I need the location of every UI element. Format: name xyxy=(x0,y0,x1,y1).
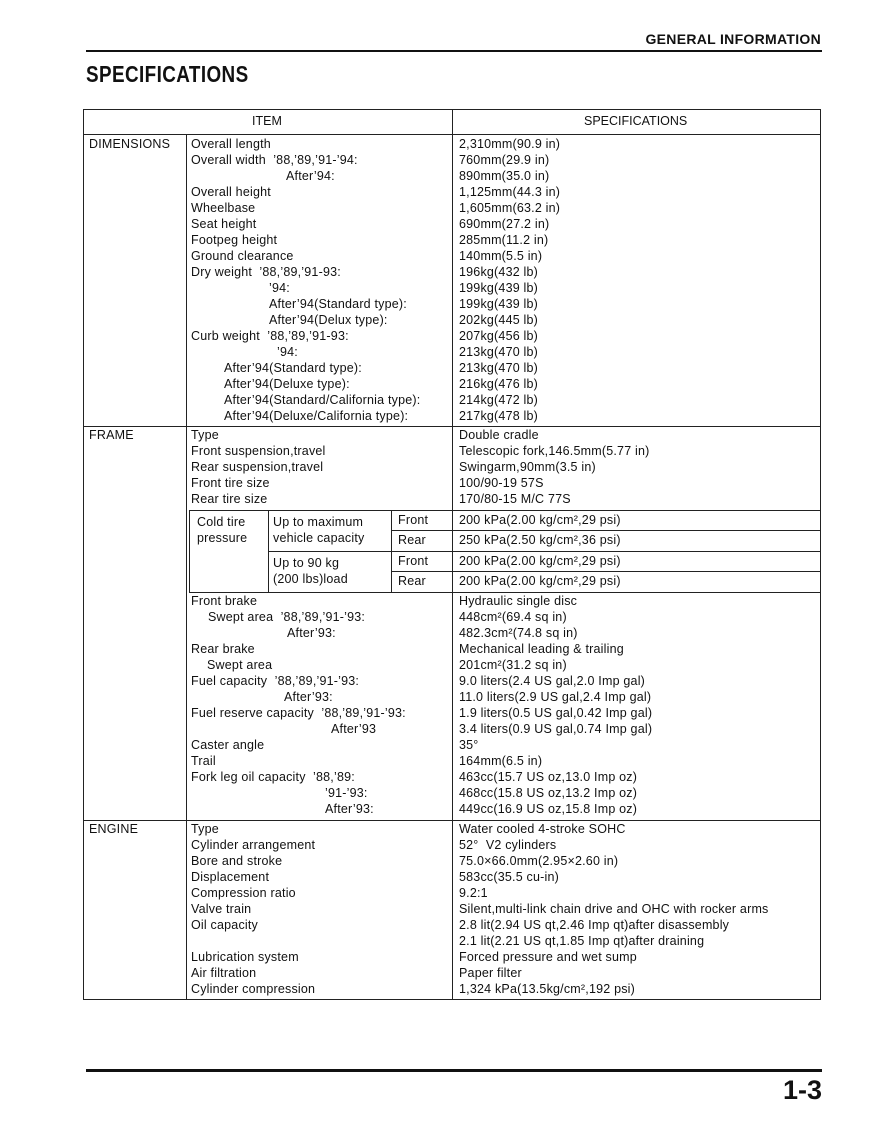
category-dimensions: DIMENSIONS xyxy=(89,137,171,151)
category-frame: FRAME xyxy=(89,428,134,442)
spec-value: 217kg(478 lb) xyxy=(459,409,539,423)
spec-value: 285mm(11.2 in) xyxy=(459,233,549,247)
spec-item-label: After’94(Standard/California type): xyxy=(224,393,421,407)
spec-value: 207kg(456 lb) xyxy=(459,329,539,343)
spec-value: 1,605mm(63.2 in) xyxy=(459,201,561,215)
spec-value: 199kg(439 lb) xyxy=(459,297,539,311)
spec-value: 3.4 liters(0.9 US gal,0.74 Imp gal) xyxy=(459,722,653,736)
spec-value: 9.0 liters(2.4 US gal,2.0 Imp gal) xyxy=(459,674,646,688)
spec-value: 75.0×66.0mm(2.95×2.60 in) xyxy=(459,854,619,868)
spec-item-label: Ground clearance xyxy=(191,249,294,263)
spec-value: Double cradle xyxy=(459,428,539,442)
spec-item-label: Bore and stroke xyxy=(191,854,283,868)
spec-item-label: After’93: xyxy=(287,626,336,640)
tire-pressure-row-divider-1 xyxy=(391,530,820,531)
spec-item-label: After’93: xyxy=(284,690,333,704)
spec-value: 11.0 liters(2.9 US gal,2.4 Imp gal) xyxy=(459,690,652,704)
spec-item-label: Fuel reserve capacity ’88,’89,’91-’93: xyxy=(191,706,406,720)
spec-value: 1.9 liters(0.5 US gal,0.42 Imp gal) xyxy=(459,706,653,720)
spec-value: 216kg(476 lb) xyxy=(459,377,539,391)
tire-pressure-label-2: pressure xyxy=(197,531,248,545)
spec-item-label: Curb weight ’88,’89,’91-93: xyxy=(191,329,349,343)
column-header-item: ITEM xyxy=(252,114,282,128)
spec-item-label: Rear brake xyxy=(191,642,255,656)
spec-item-label: Overall width ’88,’89,’91-’94: xyxy=(191,153,358,167)
spec-item-label: After’94(Delux type): xyxy=(269,313,388,327)
spec-value: 2,310mm(90.9 in) xyxy=(459,137,561,151)
tire-pressure-load-1-line-2: vehicle capacity xyxy=(273,531,365,545)
spec-value: Mechanical leading & trailing xyxy=(459,642,624,656)
spec-value: 35° xyxy=(459,738,479,752)
tire-pressure-label-1: Cold tire xyxy=(197,515,246,529)
spec-value: Silent,multi-link chain drive and OHC with rocker arms xyxy=(459,902,769,916)
tire-pressure-rear-2: Rear xyxy=(398,574,426,588)
spec-item-label: After’94(Standard type): xyxy=(269,297,407,311)
tire-pressure-row-divider-2 xyxy=(391,571,820,572)
tire-pressure-value-3: 200 kPa(2.00 kg/cm²,29 psi) xyxy=(459,554,621,568)
tire-pressure-load-1-line-1: Up to maximum xyxy=(273,515,364,529)
item-spec-column-divider xyxy=(452,110,453,1000)
tire-pressure-value-2: 250 kPa(2.50 kg/cm²,36 psi) xyxy=(459,533,621,547)
spec-value: 164mm(6.5 in) xyxy=(459,754,543,768)
page-number: 1-3 xyxy=(782,1075,822,1105)
spec-value: 449cc(16.9 US oz,15.8 Imp oz) xyxy=(459,802,638,816)
spec-item-label: After’94(Standard type): xyxy=(224,361,362,375)
spec-value: 1,125mm(44.3 in) xyxy=(459,185,561,199)
spec-value: 201cm²(31.2 sq in) xyxy=(459,658,567,672)
spec-item-label: Oil capacity xyxy=(191,918,259,932)
spec-item-label: Dry weight ’88,’89,’91-93: xyxy=(191,265,341,279)
spec-item-label: After’93: xyxy=(325,802,374,816)
spec-item-label: ’94: xyxy=(269,281,290,295)
spec-value: 199kg(439 lb) xyxy=(459,281,539,295)
spec-item-label: Swept area xyxy=(207,658,273,672)
tire-pressure-value-1: 200 kPa(2.00 kg/cm²,29 psi) xyxy=(459,513,621,527)
spec-item-label: Footpeg height xyxy=(191,233,278,247)
spec-item-label: Fork leg oil capacity ’88,’89: xyxy=(191,770,355,784)
spec-item-label: After’94(Deluxe/California type): xyxy=(224,409,409,423)
spec-item-label: Seat height xyxy=(191,217,257,231)
spec-item-label: Type xyxy=(191,822,219,836)
spec-value: 213kg(470 lb) xyxy=(459,345,539,359)
spec-item-label: Compression ratio xyxy=(191,886,296,900)
tire-pressure-front-1: Front xyxy=(398,513,429,527)
spec-item-label: Caster angle xyxy=(191,738,265,752)
spec-item-label: After’93 xyxy=(331,722,377,736)
tire-pressure-load-2-line-2: (200 lbs)load xyxy=(273,572,348,586)
category-column-divider xyxy=(186,134,187,1000)
tire-pressure-box-top xyxy=(189,510,820,511)
page-title: SPECIFICATIONS xyxy=(86,61,249,87)
spec-item-label: Cylinder compression xyxy=(191,982,316,996)
spec-item-label: Front suspension,travel xyxy=(191,444,326,458)
section-label: GENERAL INFORMATION xyxy=(645,31,821,47)
spec-value: 196kg(432 lb) xyxy=(459,265,539,279)
spec-value: 463cc(15.7 US oz,13.0 Imp oz) xyxy=(459,770,638,784)
spec-value: 448cm²(69.4 sq in) xyxy=(459,610,567,624)
spec-item-label: Type xyxy=(191,428,219,442)
spec-value: 52° V2 cylinders xyxy=(459,838,557,852)
footer-rule xyxy=(86,1069,822,1072)
spec-table xyxy=(83,109,821,1000)
spec-value: 583cc(35.5 cu-in) xyxy=(459,870,559,884)
spec-value: 482.3cm²(74.8 sq in) xyxy=(459,626,578,640)
tire-pressure-load-2-line-1: Up to 90 kg xyxy=(273,556,340,570)
spec-item-label: ’91-’93: xyxy=(325,786,368,800)
spec-item-label: Displacement xyxy=(191,870,270,884)
tire-pressure-value-4: 200 kPa(2.00 kg/cm²,29 psi) xyxy=(459,574,621,588)
spec-item-label: Front brake xyxy=(191,594,258,608)
spec-value: 760mm(29.9 in) xyxy=(459,153,550,167)
tire-pressure-front-2: Front xyxy=(398,554,429,568)
spec-item-label: Air filtration xyxy=(191,966,257,980)
tire-pressure-load-row-divider xyxy=(268,551,820,552)
spec-item-label: After’94: xyxy=(286,169,335,183)
spec-value: Paper filter xyxy=(459,966,522,980)
spec-item-label: After’94(Deluxe type): xyxy=(224,377,350,391)
spec-item-label: Lubrication system xyxy=(191,950,299,964)
spec-value: 2.1 lit(2.21 US qt,1.85 Imp qt)after draining xyxy=(459,934,705,948)
column-header-specifications: SPECIFICATIONS xyxy=(584,114,688,128)
spec-item-label: Swept area ’88,’89,’91-’93: xyxy=(208,610,366,624)
spec-item-label: Rear suspension,travel xyxy=(191,460,324,474)
spec-item-label: Overall length xyxy=(191,137,271,151)
spec-item-label: Front tire size xyxy=(191,476,270,490)
spec-value: 890mm(35.0 in) xyxy=(459,169,550,183)
spec-value: Forced pressure and wet sump xyxy=(459,950,637,964)
spec-value: 202kg(445 lb) xyxy=(459,313,539,327)
spec-item-label: Overall height xyxy=(191,185,271,199)
category-engine: ENGINE xyxy=(89,822,139,836)
spec-value: 1,324 kPa(13.5kg/cm²,192 psi) xyxy=(459,982,636,996)
spec-item-label: Cylinder arrangement xyxy=(191,838,316,852)
spec-value: Telescopic fork,146.5mm(5.77 in) xyxy=(459,444,650,458)
tire-pressure-box-left xyxy=(189,510,190,592)
spec-value: 140mm(5.5 in) xyxy=(459,249,543,263)
spec-value: 170/80-15 M/C 77S xyxy=(459,492,571,506)
spec-value: 100/90-19 57S xyxy=(459,476,544,490)
spec-value: 9.2:1 xyxy=(459,886,488,900)
spec-value: 214kg(472 lb) xyxy=(459,393,539,407)
spec-value: 690mm(27.2 in) xyxy=(459,217,550,231)
spec-value: 213kg(470 lb) xyxy=(459,361,539,375)
tire-pressure-rear-1: Rear xyxy=(398,533,426,547)
spec-value: 468cc(15.8 US oz,13.2 Imp oz) xyxy=(459,786,638,800)
spec-item-label: Fuel capacity ’88,’89,’91-’93: xyxy=(191,674,360,688)
spec-item-label: Valve train xyxy=(191,902,252,916)
spec-value: 2.8 lit(2.94 US qt,2.46 Imp qt)after disassembly xyxy=(459,918,730,932)
spec-value: Hydraulic single disc xyxy=(459,594,578,608)
header-rule xyxy=(86,50,822,52)
spec-item-label: ’94: xyxy=(277,345,298,359)
spec-item-label: Rear tire size xyxy=(191,492,268,506)
spec-item-label: Wheelbase xyxy=(191,201,256,215)
spec-item-label: Trail xyxy=(191,754,216,768)
spec-value: Swingarm,90mm(3.5 in) xyxy=(459,460,596,474)
spec-value: Water cooled 4-stroke SOHC xyxy=(459,822,626,836)
